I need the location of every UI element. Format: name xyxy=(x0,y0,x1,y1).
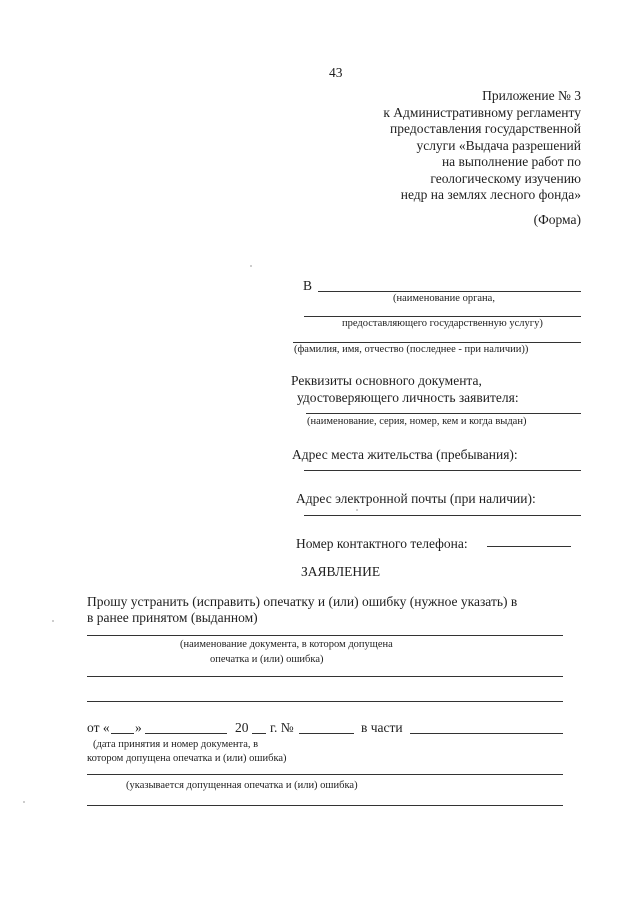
scan-speck xyxy=(23,801,25,803)
id-document-field[interactable] xyxy=(306,413,581,414)
recipient-organ-field-2[interactable] xyxy=(304,316,581,317)
page-number: 43 xyxy=(329,65,343,80)
hint-provider: предоставляющего государственную услугу) xyxy=(342,318,543,329)
hint-fio: (фамилия, имя, отчество (последнее - при наличии)) xyxy=(294,344,529,355)
header-line: геологическому изучению xyxy=(430,170,581,186)
email-field[interactable] xyxy=(304,515,581,516)
requisites-label-2: удостоверяющего личность заявителя: xyxy=(297,390,519,405)
day-field[interactable] xyxy=(111,733,134,734)
scan-speck xyxy=(356,509,358,511)
header-line: Приложение № 3 xyxy=(482,88,581,103)
appendix-header xyxy=(383,88,581,204)
date-quote: » xyxy=(135,720,142,735)
scan-speck xyxy=(250,265,252,267)
address-label: Адрес места жительства (пребывания): xyxy=(292,447,518,462)
hint-error: (указывается допущенная опечатка и (или) ошибка) xyxy=(126,780,358,791)
address-field[interactable] xyxy=(304,470,581,471)
phone-field[interactable] xyxy=(487,546,571,547)
to-label: В xyxy=(303,278,313,293)
hint-doc-1: (наименование документа, в котором допущена xyxy=(180,639,393,650)
hint-date-1: (дата принятия и номер документа, в xyxy=(93,739,259,750)
year-field[interactable] xyxy=(252,733,266,734)
requisites-label: Реквизиты основного документа, xyxy=(291,373,482,388)
body-line-2: в ранее принятом (выданном) xyxy=(87,610,258,625)
body-line-1: Прошу устранить (исправить) опечатку и (или) ошибку (нужное указать) в xyxy=(87,594,518,609)
header-line: на выполнение работ по xyxy=(441,154,581,169)
header-line: недр на землях лесного фонда» xyxy=(400,187,581,202)
error-description-field[interactable] xyxy=(87,774,563,775)
hint-doc-2: опечатка и (или) ошибка) xyxy=(210,654,324,665)
number-label: г. № xyxy=(270,720,294,735)
header-line: к Административному регламенту xyxy=(383,104,581,120)
header-line: услуги «Выдача разрешений xyxy=(416,137,581,153)
error-description-field-2[interactable] xyxy=(87,805,563,806)
applicant-name-field[interactable] xyxy=(293,342,581,343)
header-line: предоставления государственной xyxy=(390,121,581,136)
email-label: Адрес электронной почты (при наличии): xyxy=(296,491,536,506)
document-name-field-3[interactable] xyxy=(87,701,563,702)
part-label: в части xyxy=(361,720,403,735)
hint-date-2: котором допущена опечатка и (или) ошибка) xyxy=(87,753,287,764)
month-field[interactable] xyxy=(145,733,227,734)
hint-organ: (наименование органа, xyxy=(393,293,495,304)
phone-label: Номер контактного телефона: xyxy=(296,536,468,551)
form-label: (Форма) xyxy=(533,212,581,227)
part-field[interactable] xyxy=(410,733,563,734)
document-name-field[interactable] xyxy=(87,635,563,636)
year-label: 20 xyxy=(235,720,249,735)
document-name-field-2[interactable] xyxy=(87,676,563,677)
document-number-field[interactable] xyxy=(299,733,354,734)
document-title: ЗАЯВЛЕНИЕ xyxy=(301,564,381,579)
scan-speck xyxy=(52,620,54,622)
date-prefix: от « xyxy=(87,720,110,735)
hint-id-document: (наименование, серия, номер, кем и когда выдан) xyxy=(307,416,527,427)
recipient-organ-field[interactable] xyxy=(318,291,581,292)
